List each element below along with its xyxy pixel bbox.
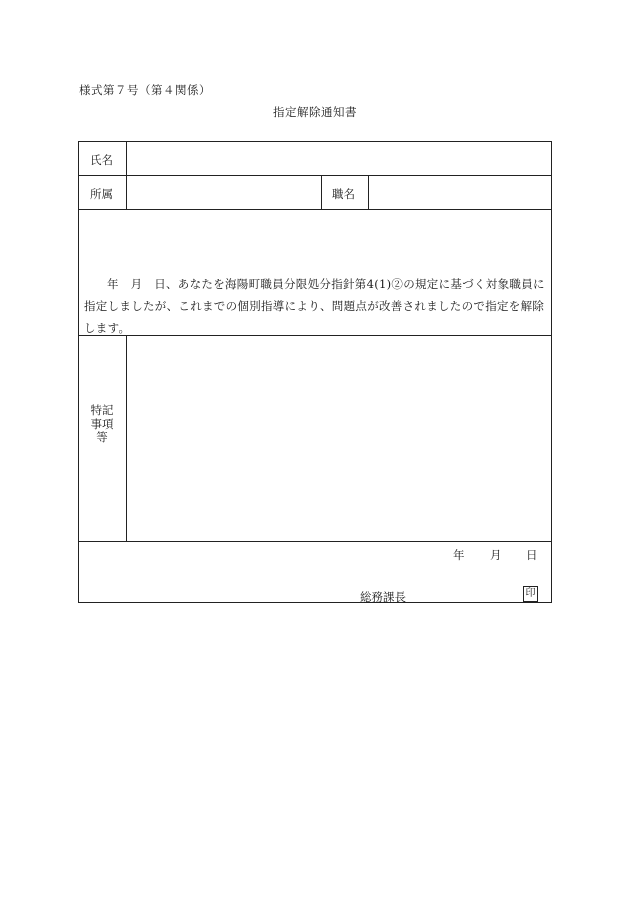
- remarks-field[interactable]: [127, 336, 551, 541]
- position-label-left-divider: [321, 175, 322, 209]
- signatory-title: 総務課長: [360, 590, 406, 604]
- row-divider-2: [79, 209, 551, 210]
- position-field[interactable]: [369, 176, 551, 209]
- affiliation-field[interactable]: [127, 176, 321, 209]
- seal-mark: 印: [523, 586, 538, 602]
- notice-form: [78, 141, 552, 603]
- name-field[interactable]: [127, 142, 551, 175]
- form-number: 様式第７号（第４関係）: [79, 83, 211, 97]
- document-title: 指定解除通知書: [273, 105, 357, 119]
- row-divider-4: [79, 541, 551, 542]
- date-month: 月: [490, 548, 502, 562]
- remarks-label: 特記事項等: [90, 403, 114, 444]
- notice-body: 年 月 日、あなたを海陽町職員分限処分指針第4(1)②の規定に基づく対象職員に指定しましたが、これまでの個別指導により、問題点が改善されましたので指定を解除します。: [84, 277, 545, 335]
- name-label: 氏名: [90, 153, 113, 167]
- affiliation-label: 所属: [90, 187, 113, 201]
- position-label: 職名: [332, 187, 355, 201]
- date-year: 年: [453, 548, 465, 562]
- date-day: 日: [526, 548, 538, 562]
